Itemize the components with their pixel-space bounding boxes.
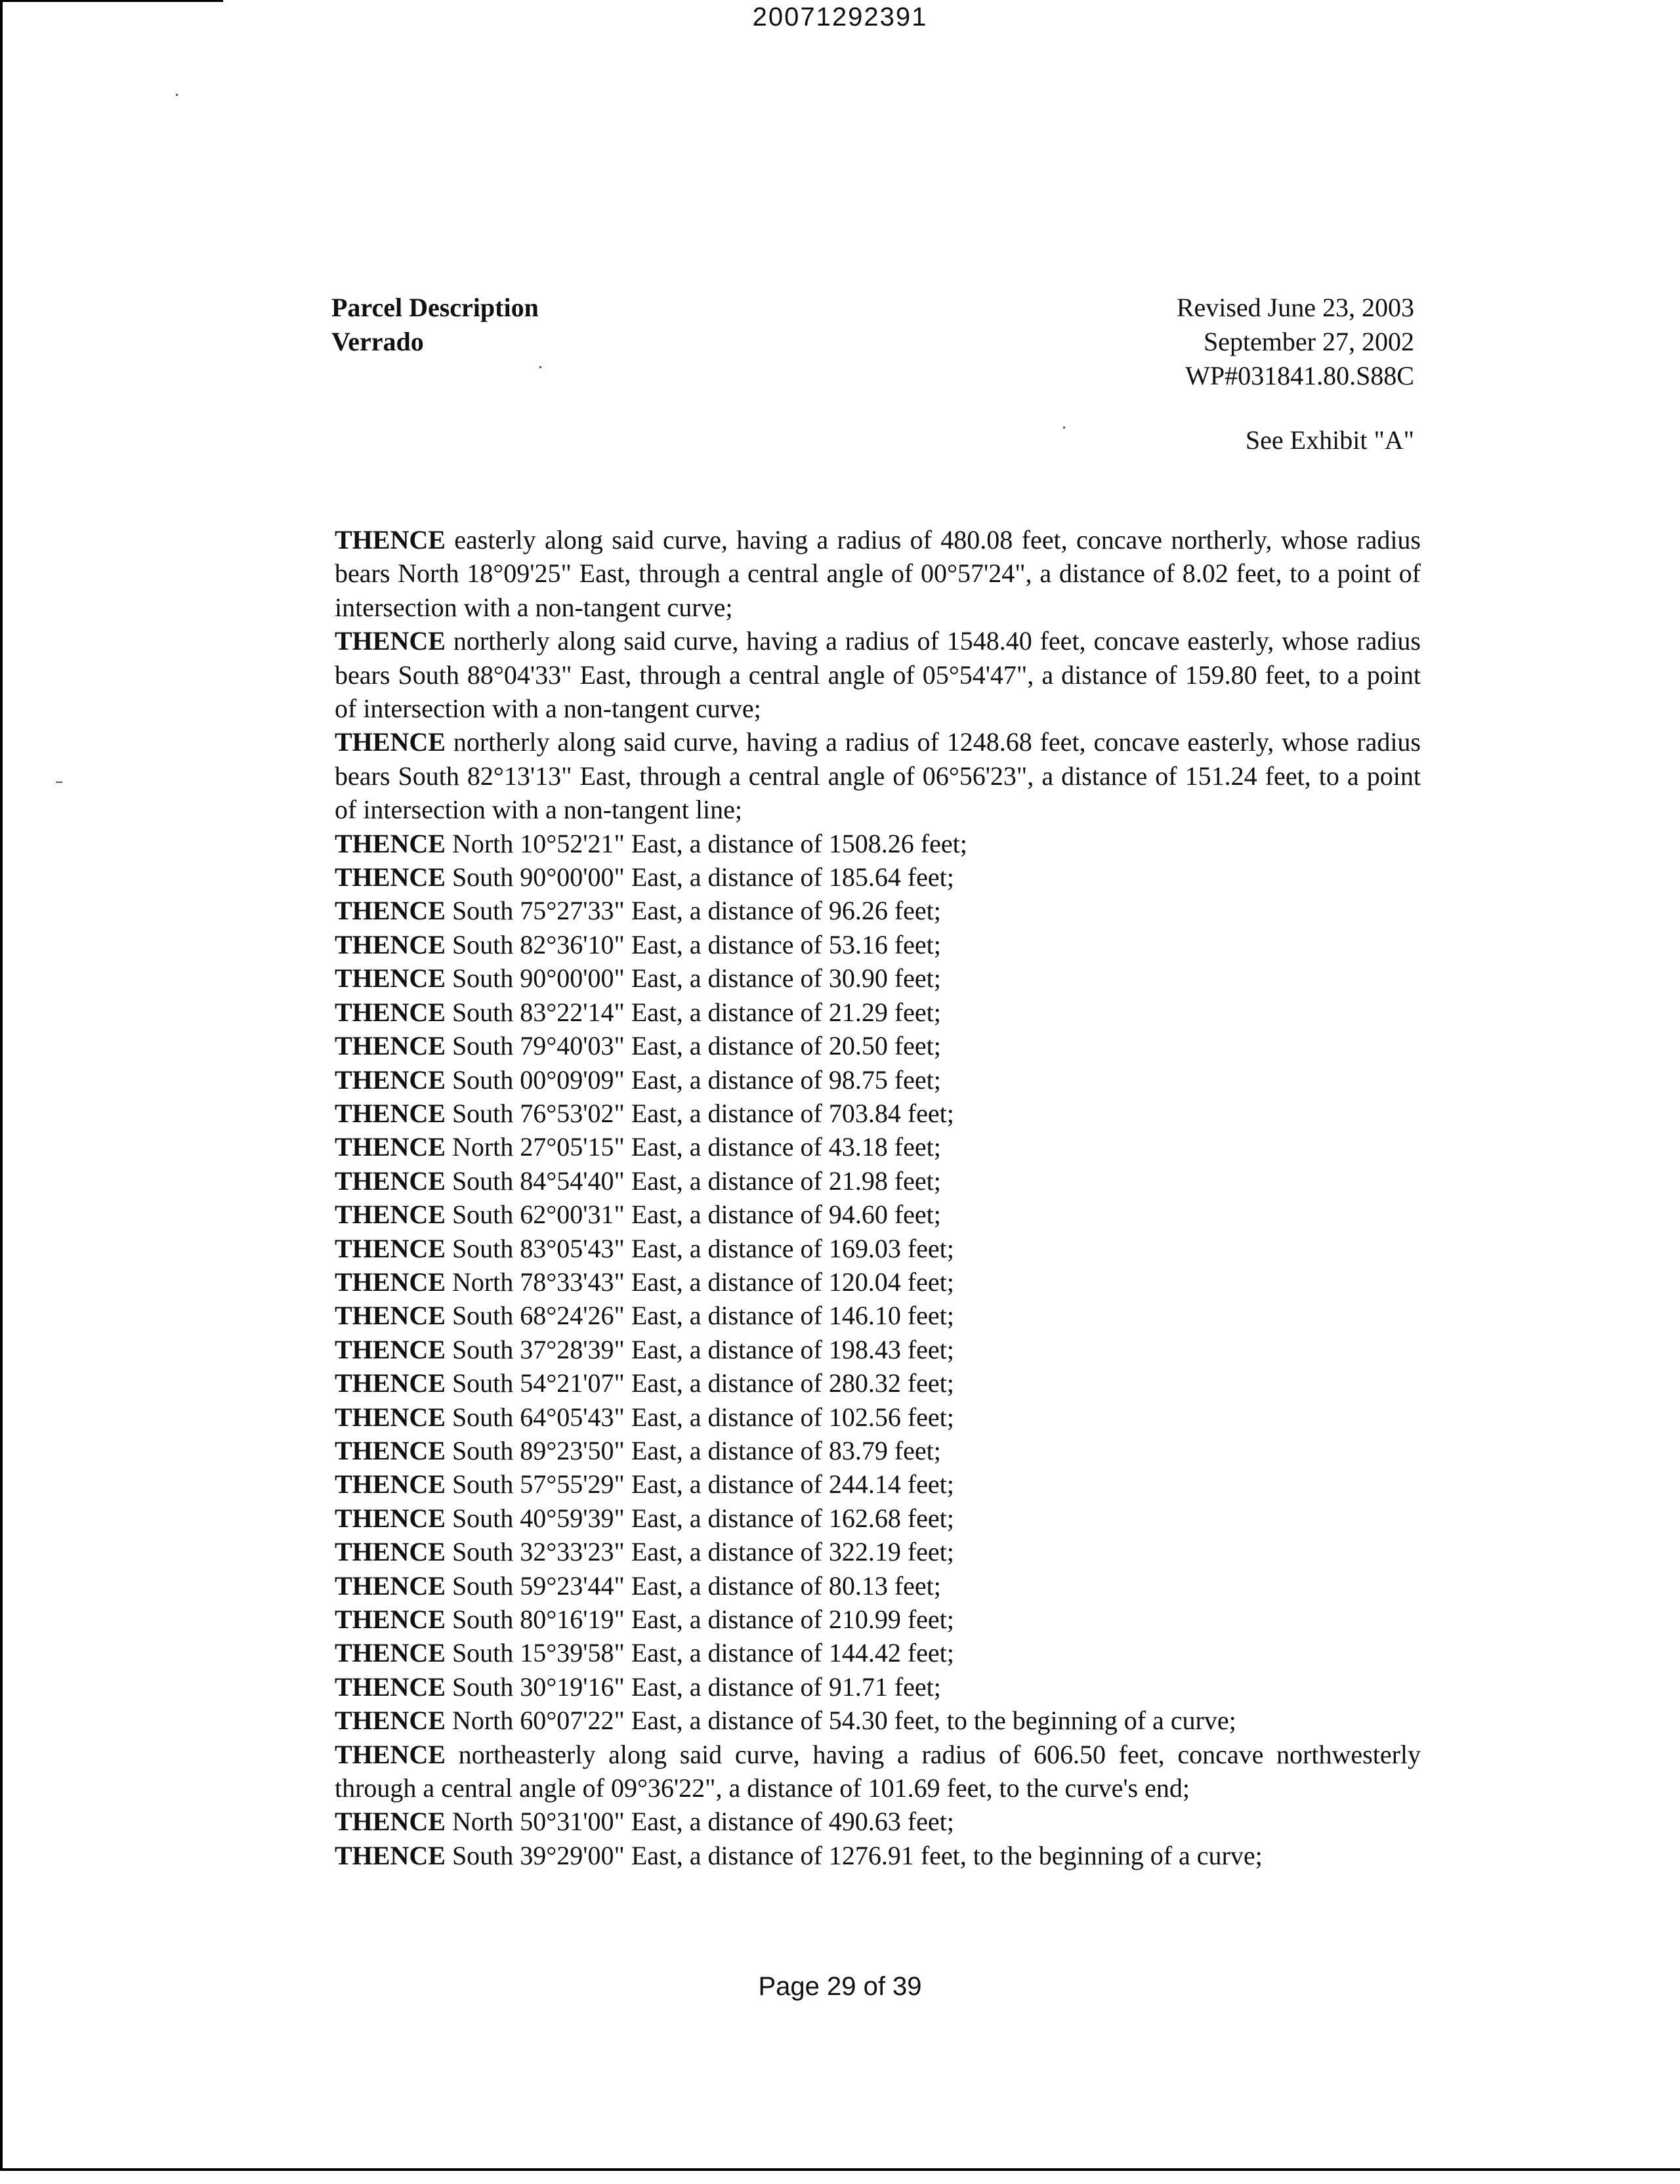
call-line <box>335 1299 1421 1332</box>
call-line <box>335 1839 1421 1872</box>
call-text: South 84°54'40" East, a distance of 21.98 feet; <box>445 1166 941 1196</box>
thence-keyword: THENCE <box>335 1840 446 1870</box>
header-subtitle: Verrado <box>331 327 424 356</box>
top-border-line <box>0 0 223 2</box>
call-text: South 40°59'39" East, a distance of 162.68 feet; <box>445 1503 954 1533</box>
call-line <box>335 1265 1421 1299</box>
thence-keyword: THENCE <box>335 1368 446 1398</box>
thence-keyword: THENCE <box>335 1706 446 1736</box>
thence-keyword: THENCE <box>335 1503 446 1533</box>
scan-speck <box>539 366 541 368</box>
call-text: South 62°00'31" East, a distance of 94.60 feet; <box>445 1200 941 1230</box>
thence-keyword: THENCE <box>335 727 446 757</box>
thence-keyword: THENCE <box>335 525 446 555</box>
call-line <box>335 1029 1421 1062</box>
call-text: South 39°29'00" East, a distance of 1276.91 feet, to the beginning of a curve; <box>445 1840 1263 1870</box>
call-text: North 60°07'22" East, a distance of 54.30 feet, to the beginning of a curve; <box>445 1706 1236 1736</box>
call-text: South 00°09'09" East, a distance of 98.75 feet; <box>445 1064 941 1095</box>
curve-paragraph <box>335 523 1421 624</box>
call-line <box>335 1164 1421 1198</box>
curve-paragraph <box>335 624 1421 725</box>
document-number: 20071292391 <box>752 3 928 32</box>
page-number: Page 29 of 39 <box>758 1972 922 2001</box>
call-text: South 83°22'14" East, a distance of 21.29 feet; <box>445 997 941 1027</box>
thence-keyword: THENCE <box>335 1132 446 1162</box>
call-text: South 68°24'26" East, a distance of 146.10 feet; <box>445 1301 954 1331</box>
thence-keyword: THENCE <box>335 1638 446 1668</box>
call-text: South 76°53'02" East, a distance of 703.84 feet; <box>445 1098 954 1128</box>
header-left-block <box>331 291 539 359</box>
call-line <box>335 1366 1421 1400</box>
thence-keyword: THENCE <box>335 626 446 656</box>
call-line <box>335 1063 1421 1097</box>
thence-keyword: THENCE <box>335 1739 446 1769</box>
bottom-border-line <box>0 2168 1680 2171</box>
call-text: South 30°19'16" East, a distance of 91.71 feet; <box>445 1671 941 1702</box>
scan-speck <box>176 94 178 96</box>
call-line <box>335 1400 1421 1434</box>
call-text: South 15°39'58" East, a distance of 144.42 feet; <box>445 1638 954 1668</box>
thence-keyword: THENCE <box>335 1267 446 1297</box>
thence-keyword: THENCE <box>335 896 446 926</box>
call-line <box>335 961 1421 995</box>
thence-keyword: THENCE <box>335 862 446 892</box>
call-line <box>335 1603 1421 1636</box>
thence-keyword: THENCE <box>335 1469 446 1500</box>
thence-keyword: THENCE <box>335 828 446 858</box>
call-line <box>335 1670 1421 1704</box>
call-text: South 90°00'00" East, a distance of 185.64 feet; <box>445 862 954 892</box>
call-line <box>335 1434 1421 1467</box>
call-text: South 83°05'43" East, a distance of 169.03 feet; <box>445 1233 954 1263</box>
call-text: South 57°55'29" East, a distance of 244.14 feet; <box>445 1469 954 1500</box>
thence-keyword: THENCE <box>335 1301 446 1331</box>
call-text: South 37°28'39" East, a distance of 198.43 feet; <box>445 1334 954 1364</box>
thence-keyword: THENCE <box>335 1435 446 1465</box>
call-text: South 89°23'50" East, a distance of 83.79 feet; <box>445 1435 941 1465</box>
thence-keyword: THENCE <box>335 1402 446 1432</box>
call-line <box>335 928 1421 961</box>
call-line <box>335 1704 1421 1737</box>
call-line <box>335 1198 1421 1231</box>
original-date: September 27, 2002 <box>1203 327 1414 356</box>
call-line <box>335 1569 1421 1603</box>
call-text: South 75°27'33" East, a distance of 96.26 feet; <box>445 896 941 926</box>
call-text: North 78°33'43" East, a distance of 120.04 feet; <box>445 1267 954 1297</box>
call-line <box>335 1502 1421 1535</box>
legal-description-body <box>335 523 1421 1872</box>
call-text: South 80°16'19" East, a distance of 210.99 feet; <box>445 1605 954 1634</box>
thence-keyword: THENCE <box>335 1334 446 1364</box>
header-right-block <box>1177 291 1414 393</box>
thence-keyword: THENCE <box>335 1064 446 1095</box>
left-border-line <box>0 0 3 2171</box>
curve-paragraph <box>335 1738 1421 1805</box>
call-text: South 32°33'23" East, a distance of 322.19 feet; <box>445 1537 954 1567</box>
call-line <box>335 1333 1421 1366</box>
thence-keyword: THENCE <box>335 1570 446 1601</box>
call-text: South 79°40'03" East, a distance of 20.50 feet; <box>445 1031 941 1061</box>
thence-keyword: THENCE <box>335 1166 446 1196</box>
paragraph-text: easterly along said curve, having a radius of 480.08 feet, concave northerly, whose radius bears North 18°09'25" East, through a central angle of 00°57'24", a distance of 8.02 feet, to a point of intersection with a non-tangent curve; <box>335 525 1421 622</box>
call-line <box>335 1232 1421 1265</box>
curve-paragraph <box>335 725 1421 826</box>
scan-speck <box>56 782 62 783</box>
paragraph-text: northerly along said curve, having a radius of 1248.68 feet, concave easterly, whose radius bears South 82°13'13" East, through a central angle of 06°56'23", a distance of 151.24 feet, to a point of intersection with a non-tangent line; <box>335 727 1421 825</box>
call-line <box>335 1636 1421 1670</box>
call-line <box>335 827 1421 860</box>
call-text: North 50°31'00" East, a distance of 490.63 feet; <box>445 1807 954 1837</box>
thence-keyword: THENCE <box>335 1200 446 1230</box>
paragraph-text: northeasterly along said curve, having a radius of 606.50 feet, concave northwesterly through a central angle of 09°36'22", a distance of 101.69 feet, to the curve's end; <box>335 1739 1421 1803</box>
thence-keyword: THENCE <box>335 1233 446 1263</box>
thence-keyword: THENCE <box>335 1098 446 1128</box>
paragraph-text: northerly along said curve, having a radius of 1548.40 feet, concave easterly, whose radius bears South 88°04'33" East, through a central angle of 05°54'47", a distance of 159.80 feet, to a point of intersection with a non-tangent curve; <box>335 626 1421 724</box>
exhibit-reference: See Exhibit "A" <box>1245 425 1414 455</box>
call-text: South 82°36'10" East, a distance of 53.16 feet; <box>445 929 941 959</box>
call-line <box>335 1535 1421 1568</box>
scan-speck <box>1063 427 1065 429</box>
call-text: South 90°00'00" East, a distance of 30.90 feet; <box>445 963 941 994</box>
thence-keyword: THENCE <box>335 1537 446 1567</box>
header-title: Parcel Description <box>331 293 539 322</box>
thence-keyword: THENCE <box>335 1807 446 1837</box>
call-text: South 64°05'43" East, a distance of 102.56 feet; <box>445 1402 954 1432</box>
call-text: North 10°52'21" East, a distance of 1508.26 feet; <box>445 828 967 858</box>
thence-keyword: THENCE <box>335 963 446 994</box>
thence-keyword: THENCE <box>335 1031 446 1061</box>
call-line <box>335 996 1421 1029</box>
call-line <box>335 1805 1421 1838</box>
call-text: South 59°23'44" East, a distance of 80.13 feet; <box>445 1570 941 1601</box>
call-line <box>335 1097 1421 1130</box>
thence-keyword: THENCE <box>335 929 446 959</box>
thence-keyword: THENCE <box>335 1671 446 1702</box>
project-number: WP#031841.80.S88C <box>1185 361 1414 390</box>
thence-keyword: THENCE <box>335 1605 446 1634</box>
call-line <box>335 860 1421 894</box>
call-line <box>335 894 1421 927</box>
revised-date: Revised June 23, 2003 <box>1176 293 1414 322</box>
call-line <box>335 1467 1421 1501</box>
thence-keyword: THENCE <box>335 997 446 1027</box>
call-text: South 54°21'07" East, a distance of 280.32 feet; <box>445 1368 954 1398</box>
call-text: North 27°05'15" East, a distance of 43.18 feet; <box>445 1132 941 1162</box>
call-line <box>335 1130 1421 1164</box>
